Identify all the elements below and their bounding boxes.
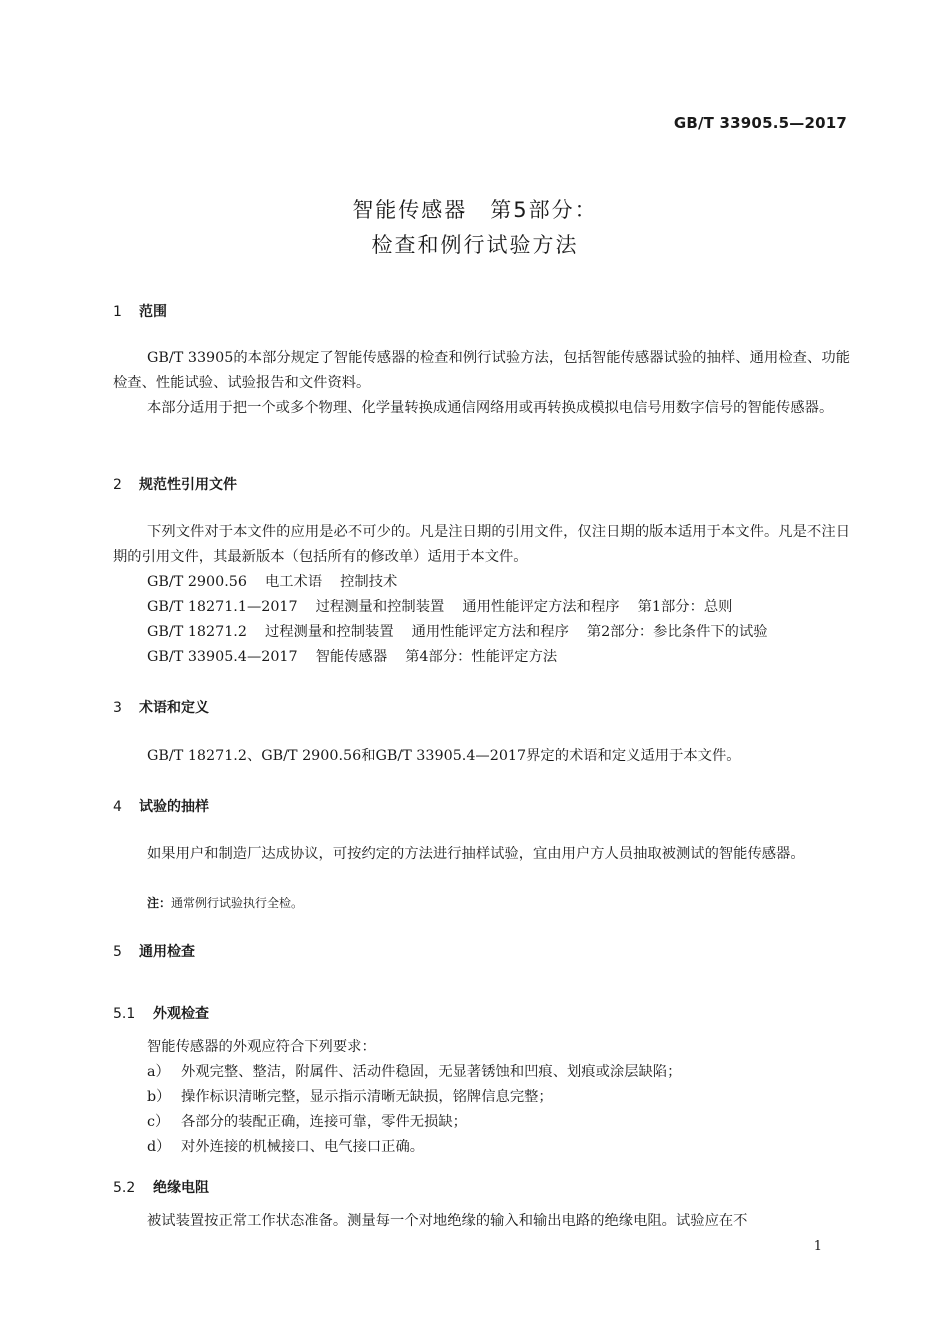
document-title-line2: 检查和例行试验方法 bbox=[371, 233, 579, 257]
note-text: 通常例行试验执行全检。 bbox=[171, 896, 304, 910]
section-title: 术语和定义 bbox=[139, 700, 209, 716]
section-2-heading bbox=[113, 474, 237, 494]
section-4-heading bbox=[113, 796, 209, 816]
section-3-paragraph-1: GB/T 18271.2、GB/T 2900.56和GB/T 33905.4—2017界定的术语和定义适用于本文件。 bbox=[147, 748, 741, 764]
section-number: 4 bbox=[113, 799, 122, 815]
section-1-heading bbox=[113, 301, 167, 321]
section-4-paragraph-1: 如果用户和制造厂达成协议，可按约定的方法进行抽样试验，宜由用户方人员抽取被测试的智能传感器。 bbox=[147, 846, 805, 862]
note-label: 注： bbox=[147, 896, 172, 910]
section-number: 5.1 bbox=[113, 1006, 136, 1022]
section-title: 绝缘电阻 bbox=[153, 1180, 209, 1196]
list-item: a） 外观完整、整洁，附属件、活动件稳固，无显著锈蚀和凹痕、划痕或涂层缺陷； bbox=[147, 1064, 682, 1080]
section-5-2-heading bbox=[113, 1177, 209, 1197]
section-1-paragraph-1: GB/T 33905的本部分规定了智能传感器的检查和例行试验方法，包括智能传感器试验的抽样、通用检查、功能检查、性能试验、试验报告和文件资料。 bbox=[113, 350, 850, 391]
section-5-2-paragraph-1: 被试装置按正常工作状态准备。测量每一个对地绝缘的输入和输出电路的绝缘电阻。试验应在不 bbox=[147, 1213, 748, 1229]
section-number: 5 bbox=[113, 944, 122, 960]
section-number: 2 bbox=[113, 477, 122, 493]
reference-item: GB/T 2900.56 电工术语 控制技术 bbox=[147, 574, 398, 590]
reference-item: GB/T 18271.1—2017 过程测量和控制装置 通用性能评定方法和程序 第1部分：总则 bbox=[147, 599, 733, 615]
page-number: 1 bbox=[813, 1239, 822, 1254]
reference-item: GB/T 33905.4—2017 智能传感器 第4部分：性能评定方法 bbox=[147, 649, 558, 665]
section-title: 范围 bbox=[139, 304, 167, 320]
section-5-1-heading bbox=[113, 1003, 209, 1023]
section-2-paragraph-1: 下列文件对于本文件的应用是必不可少的。凡是注日期的引用文件，仅注日期的版本适用于本文件。凡是不注日期的引用文件，其最新版本（包括所有的修改单）适用于本文件。 bbox=[113, 524, 850, 565]
section-1-paragraph-2: 本部分适用于把一个或多个物理、化学量转换成通信网络用或再转换成模拟电信号用数字信号的智能传感器。 bbox=[147, 400, 834, 416]
section-number: 1 bbox=[113, 304, 122, 320]
list-item: b） 操作标识清晰完整，显示指示清晰无缺损，铭牌信息完整； bbox=[147, 1089, 553, 1105]
section-number: 5.2 bbox=[113, 1180, 136, 1196]
reference-item: GB/T 18271.2 过程测量和控制装置 通用性能评定方法和程序 第2部分：参比条件下的试验 bbox=[147, 624, 768, 640]
list-item: d） 对外连接的机械接口、电气接口正确。 bbox=[147, 1139, 425, 1155]
section-3-heading bbox=[113, 697, 209, 717]
section-5-1-intro: 智能传感器的外观应符合下列要求： bbox=[147, 1039, 376, 1055]
document-title-line1: 智能传感器 第5部分： bbox=[352, 198, 598, 222]
section-title: 规范性引用文件 bbox=[139, 477, 237, 493]
standard-code: GB/T 33905.5—2017 bbox=[673, 114, 847, 132]
section-4-note bbox=[147, 894, 303, 911]
section-title: 通用检查 bbox=[139, 944, 195, 960]
section-title: 试验的抽样 bbox=[139, 799, 209, 815]
section-number: 3 bbox=[113, 700, 122, 716]
list-item: c） 各部分的装配正确，连接可靠，零件无损缺； bbox=[147, 1114, 467, 1130]
section-title: 外观检查 bbox=[153, 1006, 209, 1022]
section-5-heading bbox=[113, 941, 195, 961]
